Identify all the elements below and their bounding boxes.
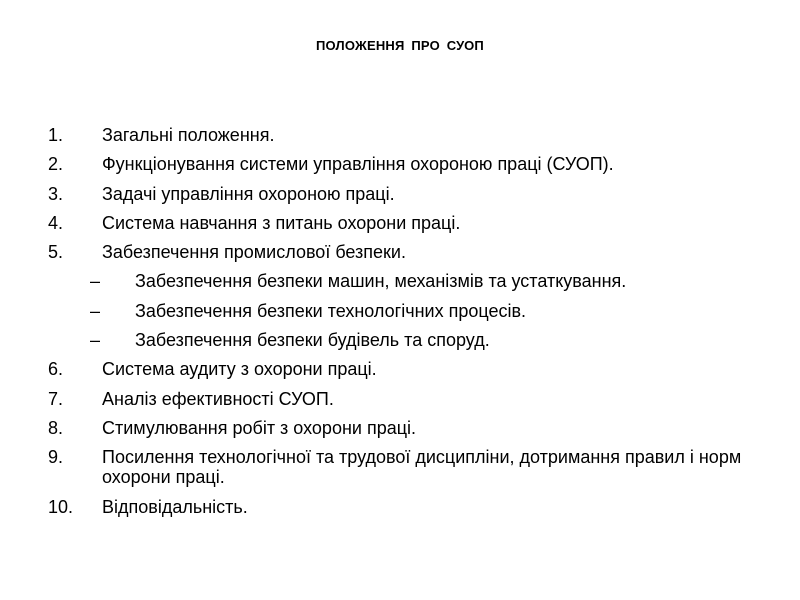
slide-title: ПОЛОЖЕННЯ ПРО СУОП [316,38,484,53]
item-text: Стимулювання робіт з охорони праці. [102,417,417,438]
item-text: Забезпечення безпеки машин, механізмів та устаткування. [135,271,627,292]
item-number: 4. [48,212,64,233]
dash-marker: – [90,271,101,292]
sub-list-item [0,330,800,350]
item-text: Функціонування системи управління охороною праці (СУОП). [102,154,614,175]
item-text: Загальні положення. [102,125,275,145]
item-text: Забезпечення безпеки технологічних процесів. [135,300,527,321]
item-number: 2. [48,154,64,175]
item-text: Аналіз ефективності СУОП. [102,388,334,409]
item-text: Система аудиту з охорони праці. [102,359,377,380]
list-item [0,184,800,204]
item-number: 1. [48,125,64,145]
item-number: 8. [48,417,64,438]
item-number: 7. [48,388,64,409]
item-text: Забезпечення безпеки будівель та споруд. [135,330,490,351]
dash-marker: – [90,300,101,321]
item-text: Посилення технологічної та трудової дисципліни, дотримання правил і норм охорони праці. [102,447,742,488]
list-item [0,497,800,517]
list-item [0,418,800,438]
contents-list [0,125,800,526]
list-item [0,125,800,145]
sub-list-item [0,301,800,321]
dash-marker: – [90,330,101,351]
item-text: Відповідальність. [102,496,248,517]
sub-list-item [0,271,800,291]
list-item [0,154,800,174]
item-number: 5. [48,242,64,263]
list-item [0,242,800,262]
item-number: 9. [48,447,64,468]
list-item [0,389,800,409]
item-text: Задачі управління охороною праці. [102,183,395,204]
item-number: 6. [48,359,64,380]
list-item [0,213,800,233]
item-text: Забезпечення промислової безпеки. [102,242,406,263]
list-item [0,447,800,487]
item-number: 3. [48,183,64,204]
list-item [0,359,800,379]
item-text: Система навчання з питань охорони праці. [102,212,461,233]
item-number: 10. [48,496,74,517]
